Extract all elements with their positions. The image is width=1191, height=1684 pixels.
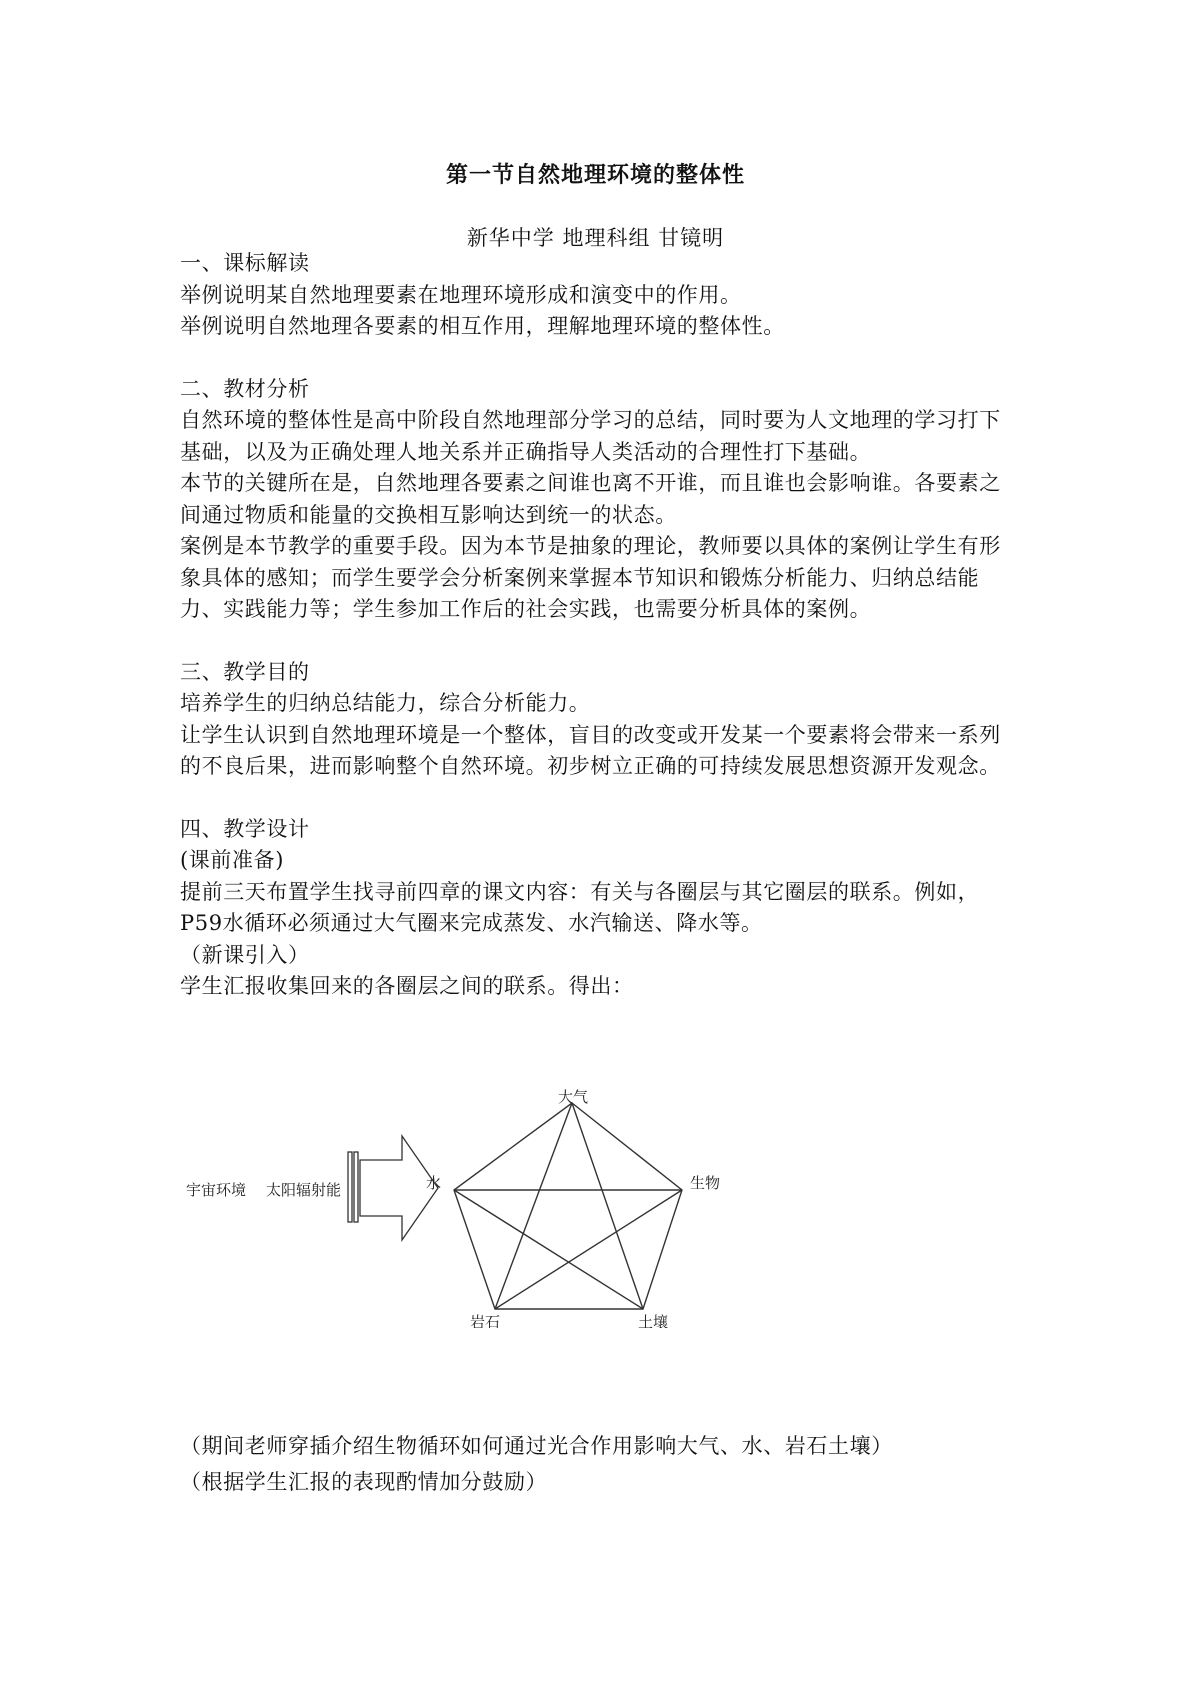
energy-arrow [348,1136,438,1240]
cosmic-environment-label: 宇宙环境 [186,1181,247,1199]
note-line: （根据学生汇报的表现酌情加分鼓励） [180,1470,548,1494]
section1-line: 举例说明某自然地理要素在地理环境形成和演变中的作用。 [180,282,742,307]
intro-text: 学生汇报收集回来的各圈层之间的联系。得出： [180,974,634,998]
note-line: （期间老师穿插介绍生物循环如何通过光合作用影响大气、水、岩石土壤） [180,1434,893,1458]
document-title: 第一节自然地理环境的整体性 [445,162,745,188]
soil-node-label: 土壤 [638,1313,669,1328]
prep-text: 提前三天布置学生找寻前四章的课文内容：有关与各圈层与其它圈层的联系。例如，P59水循环必须通过大气圈来完成蒸发、水汽输送、降水等。 [180,879,980,935]
section1-line: 举例说明自然地理各要素的相互作用，理解地理环境的整体性。 [180,314,785,338]
prep-label: (课前准备) [180,848,284,872]
rock-node-label: 岩石 [470,1313,501,1328]
intro-label: （新课引入） [180,942,310,967]
document-author: 新华中学 地理科组 甘镜明 [466,226,725,250]
section1-heading: 一、课标解读 [180,251,310,275]
document-body [180,248,1020,1003]
atmosphere-node-label: 大气 [558,1088,589,1106]
sphere-pentagon [454,1103,682,1309]
section3-paragraph: 让学生认识到自然地理环境是一个整体，盲目的改变或开发某一个要素将会带来一系列的不良后果，进而影响整个自然环境。初步树立正确的可持续发展思想资源开发观念。 [180,722,1001,778]
section3-heading: 三、教学目的 [180,659,310,684]
section2-paragraph: 自然环境的整体性是高中阶段自然地理部分学习的总结，同时要为人文地理的学习打下基础，以及为正确处理人地关系并正确指导人类活动的合理性打下基础。 [180,408,1001,464]
section3-paragraph: 培养学生的归纳总结能力，综合分析能力。 [180,691,591,715]
section2-paragraph: 本节的关键所在是，自然地理各要素之间谁也离不开谁，而且谁也会影响谁。各要素之间通过物质和能量的交换相互影响达到统一的状态。 [180,471,1001,527]
section4-heading: 四、教学设计 [180,816,310,841]
solar-radiation-label: 太阳辐射能 [266,1181,342,1199]
section2-heading: 二、教材分析 [180,376,310,401]
spheres-diagram [180,1088,760,1328]
teacher-notes [180,1428,1020,1500]
biosphere-node-label: 生物 [690,1174,721,1192]
water-node-label: 水 [426,1174,442,1192]
section2-paragraph: 案例是本节教学的重要手段。因为本节是抽象的理论，教师要以具体的案例让学生有形象具体的感知；而学生要学会分析案例来掌握本节知识和锻炼分析能力、归纳总结能力、实践能力等；学生参加工作后的社会实践，也需要分析具体的案例。 [180,534,1001,621]
